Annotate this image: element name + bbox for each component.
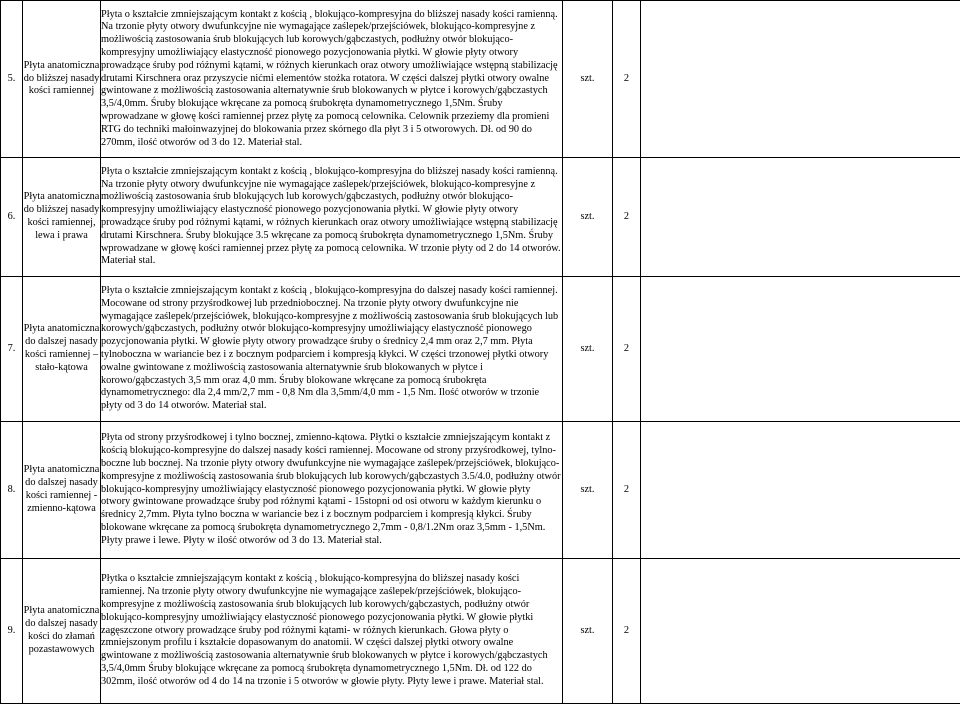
quantity: 2 [613, 1, 641, 158]
row-number: 8. [1, 422, 23, 559]
row-number: 7. [1, 277, 23, 422]
product-name: Płyta anatomiczna do bliższej nasady kości ramiennej [23, 1, 101, 158]
table-row [1, 277, 960, 422]
unit: szt. [563, 422, 613, 559]
product-description: Płyta o kształcie zmniejszającym kontakt z kością , blokująco-kompresyjna do bliższej nasady kości ramienną. Na trzonie płyty otwory dwufunkcyjne nie wymagające zaślepek/przejściówek, blokująco-kompresyjne z możliwością zastosowania śrub blokujących lub korowych/gąbczastych, podłużny otwór blokująco-kompresyjny umożliwiający elastyczność pionowego pozycjonowania płytki. W głowie płyty otwory prowadzące śruby pod różnymi kątami, w różnych kierunkach oraz otwory umożliwiające wstępną stabilizację drutami Kirschnera oraz przyszycie nićmi elementów stożka rotatora. W części dalszej płytki otwory owalne gwintowane z możliwością zastosowania alternatywnie śrub blokowanych w płytce i korowych/gąbczastych 3,5/4,0mm. Śruby blokujące wkręcane za pomocą śrubokręta dynamometrycznego 1,5Nm. Śruby wprowadzane w głowę kości ramiennej przez płytę za pomocą celownika. Celownik przeziemy dla promieni RTG do techniki małoinwazyjnej do blokowania przez skórnego dla płyt 3 i 5 otworowych. Dł. od 90 do 270mm, ilość otworów od 3 do 12. Materiał stal. [101, 1, 563, 158]
unit: szt. [563, 559, 613, 704]
quantity: 2 [613, 422, 641, 559]
empty-cell [641, 559, 960, 704]
quantity: 2 [613, 277, 641, 422]
empty-cell [641, 158, 960, 277]
product-name: Płyta anatomiczna do dalszej nasady kości do złamań pozastawowych [23, 559, 101, 704]
product-description: Płytka o kształcie zmniejszającym kontakt z kością , blokująco-kompresyjna do bliższej nasady kości ramiennej. Na trzonie płyty otwory dwufunkcyjne nie wymagające zaślepek/przejściówek, blokująco-kompresyjne z możliwością zastosowania śrub blokujących lub korowych/gąbczastych, podłużny otwór blokująco-kompresyjny umożliwiający elastyczność pionowego pozycjonowania płytki. W głowie płytki zagęszczone otwory prowadzące śruby pod różnymi kątami- w różnych kierunkach. Głowa płyty o zmniejszonym profilu i kształcie dopasowanym do anatomii. W części dalszej płytki otwory owalne gwintowane z możliwością zastosowania alternatywnie śrub blokowanych w płytce i korowych/gąbczastych 3,5/4,0mm Śruby blokujące wkręcane za pomocą śrubokręta dynamometrycznego 1,5Nm. Dł. od 122 do 302mm, ilość otworów od 4 do 14 na trzonie i 5 otworów w głowie płyty. Płyty lewe i prawe. Materiał stal. [101, 559, 563, 704]
row-number: 9. [1, 559, 23, 704]
product-description: Płyta o kształcie zmniejszającym kontakt z kością , blokująco-kompresyjna do dalszej nasady kości ramiennej. Mocowane od strony przyśrodkowej lub przedniobocznej. Na trzonie płyty otwory dwufunkcyjne nie wymagające zaślepek/przejściówek, blokująco-kompresyjne z możliwością zastosowania śrub blokujących lub korowych/gąbczastych, podłużny otwór blokująco-kompresyjny umożliwiający elastyczność pionowego pozycjonowania płytki. W głowie płyty otwory prowadzące śruby o średnicy 2,4 mm oraz 2,7 mm. Płyta tylnoboczna w wariancie bez i z bocznym podparciem i kompresją kłykci. W części trzonowej płytki otwory owalne gwintowane z możliwością zastosowania alternatywnie śrub blokowanych w płytce i korowo/gąbczastych 3,5 mm oraz 4,0 mm. Śruby blokowane wkręcane za pomocą śrubokręta dynamometrycznego: dla 2,4 mm/2,7 mm - 0,8 Nm dla 3,5mm/4,0 mm - 1,5 Nm. Ilość otworów w trzonie płyty od 3 do 14 otworów. Materiał stal. [101, 277, 563, 422]
unit: szt. [563, 277, 613, 422]
product-name: Płyta anatomiczna do bliższej nasady kości ramiennej, lewa i prawa [23, 158, 101, 277]
unit: szt. [563, 1, 613, 158]
product-name: Płyta anatomiczna do dalszej nasady kości ramiennej - zmienno-kątowa [23, 422, 101, 559]
table-row [1, 559, 960, 704]
quantity: 2 [613, 158, 641, 277]
empty-cell [641, 1, 960, 158]
table-row [1, 158, 960, 277]
unit: szt. [563, 158, 613, 277]
table-row [1, 422, 960, 559]
product-description: Płyta od strony przyśrodkowej i tylno bocznej, zmienno-kątowa. Płytki o kształcie zmniejszającym kontakt z kością blokująco-kompresyjne do dalszej nasady kości ramiennej. Mocowane od strony przyśrodkowej, tylno-boczne lub bocznej. Na trzonie płyty otwory dwufunkcyjne nie wymagające zaślepek/przejściówek, blokująco-kompresyjne z możliwością zastosowania śrub blokujących lub korowych/gąbczastych 3.5/4.0, podłużny otwór blokująco-kompresyjny umożliwiający elastyczność pionowego pozycjonowania płytki. W głowie płyty otwory gwintowane prowadzące śruby pod różnymi kątami - 15stopni od osi otworu w każdym kierunku o średnicy 2,7mm. Płyta tylno boczna w wariancie bez i z bocznym podparciem i kompresją kłykci. Śruby blokowane wkręcane za pomocą śrubokręta dynamometrycznego 2,7mm - 0,8/1.2Nm oraz 3,5mm - 1,5Nm. Płyty prawe i lewe. Płyty w ilość otworów od 3 do 13. Materiał stal. [101, 422, 563, 559]
row-number: 6. [1, 158, 23, 277]
product-description: Płyta o kształcie zmniejszającym kontakt z kością , blokująco-kompresyjna do bliższej nasady kości ramienną. Na trzonie płyty otwory dwufunkcyjne nie wymagające zaślepek/przejściówek, blokująco-kompresyjne z możliwością zastosowania śrub blokujących lub korowych/gąbczastych, podłużny otwór blokująco-kompresyjny umożliwiający elastyczność pionowego pozycjonowania płytki. W głowie płyty otwory prowadzące śruby pod różnymi kątami, w różnych kierunkach oraz otwory umożliwiające wstępną stabilizację drutami Kirschnera. Śruby blokujące 3.5 wkręcane za pomocą śrubokręta dynamometrycznego 1,5Nm. Śruby wprowadzane w głowę kości ramiennej przez płytę za pomocą celownika. W trzonie płyty od 2 do 14 otworów. Materiał stal. [101, 158, 563, 277]
product-name: Płyta anatomiczna do dalszej nasady kości ramiennej – stało-kątowa [23, 277, 101, 422]
empty-cell [641, 422, 960, 559]
row-number: 5. [1, 1, 23, 158]
table-row [1, 1, 960, 158]
empty-cell [641, 277, 960, 422]
quantity: 2 [613, 559, 641, 704]
